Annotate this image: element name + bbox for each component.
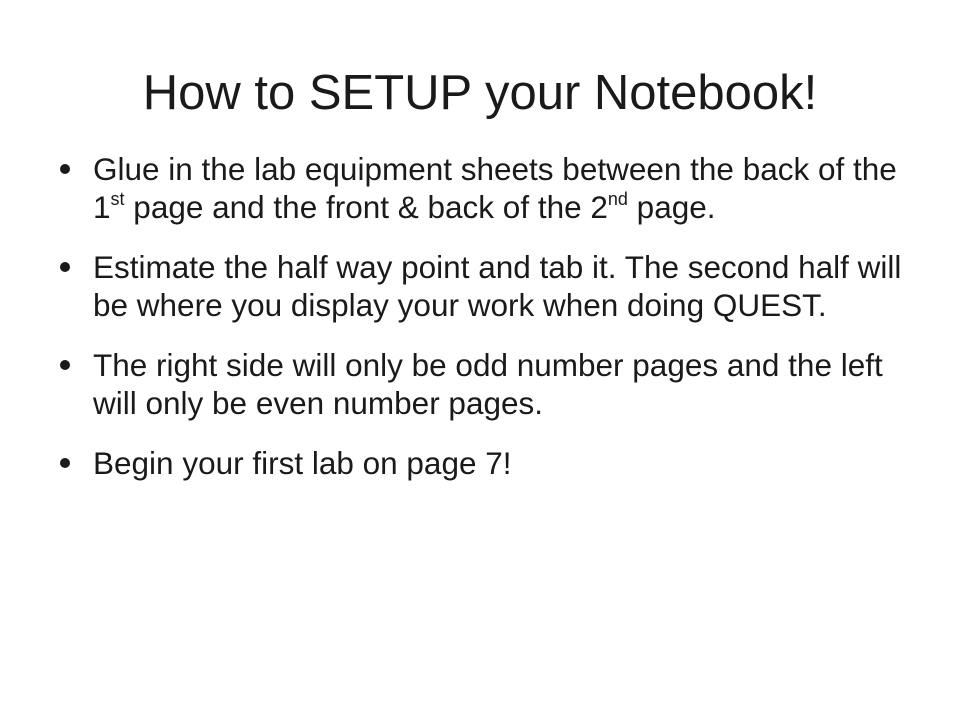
slide-title: How to SETUP your Notebook!: [142, 66, 818, 120]
bullet-item-glue-sheets: [60, 150, 910, 226]
bullet-item-first-lab: [60, 444, 910, 482]
bullet-item-halfway-tab: [60, 248, 910, 324]
bullet-item-odd-even-pages: [60, 346, 910, 422]
bullet-dot-icon: [60, 360, 70, 370]
bullet-dot-icon: [60, 262, 70, 272]
bullet-text-part: page and the front & back of the 2: [124, 189, 608, 225]
superscript-nd: nd: [607, 188, 628, 209]
superscript-st: st: [110, 188, 125, 209]
bullet-text: The right side will only be odd number pages and the left will only be even number pages.: [93, 347, 883, 421]
bullet-dot-icon: [60, 458, 70, 468]
bullet-list: [60, 150, 910, 504]
bullet-text: Begin your first lab on page 7!: [93, 445, 512, 481]
bullet-dot-icon: [60, 164, 70, 174]
bullet-text: Estimate the half way point and tab it. The second half will be where you display your work when doing QUEST.: [93, 249, 902, 323]
bullet-text-part: page.: [627, 189, 716, 225]
bullet-text-part: Glue in the lab equipment sheets between the back of the 1: [93, 151, 897, 225]
